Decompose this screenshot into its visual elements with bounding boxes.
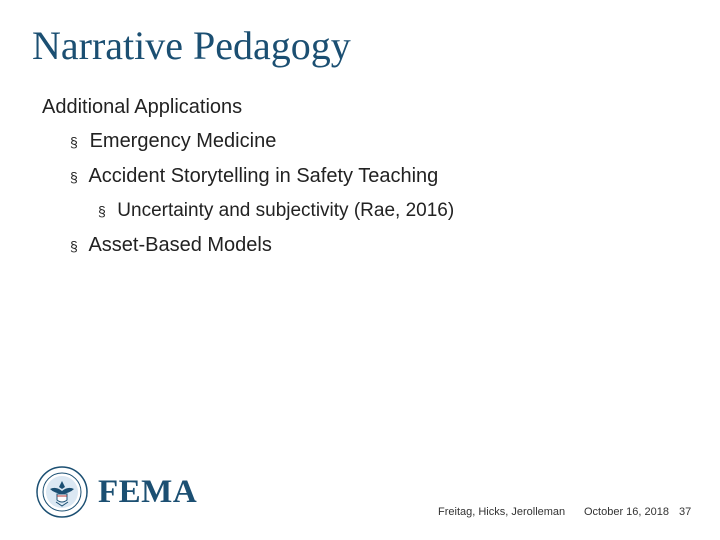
bullet-text: Uncertainty and subjectivity (Rae, 2016) <box>117 200 455 221</box>
bullet-marker: § <box>98 203 106 219</box>
bullet-marker: § <box>70 238 78 254</box>
footer-date: October 16, 2018 <box>584 506 670 518</box>
bullet-text: Emergency Medicine <box>89 130 277 152</box>
section-heading: Additional Applications <box>42 96 243 118</box>
fema-logo <box>36 466 197 518</box>
bullet-item <box>42 126 700 157</box>
bullet-marker: § <box>70 134 78 150</box>
slide-title: Narrative Pedagogy <box>32 23 351 68</box>
bullet-item <box>42 161 700 192</box>
slide-body <box>42 92 700 265</box>
bullet-text: Asset-Based Models <box>88 234 272 256</box>
sub-bullet-item <box>42 196 700 226</box>
bullet-item <box>42 230 700 261</box>
fema-wordmark: FEMA <box>98 473 198 510</box>
bullet-text: Accident Storytelling in Safety Teaching <box>88 165 439 187</box>
slide-number: 37 <box>679 506 692 518</box>
bullet-marker: § <box>70 169 78 185</box>
dhs-seal-icon <box>36 466 88 518</box>
footer-authors: Freitag, Hicks, Jerolleman <box>438 506 566 518</box>
